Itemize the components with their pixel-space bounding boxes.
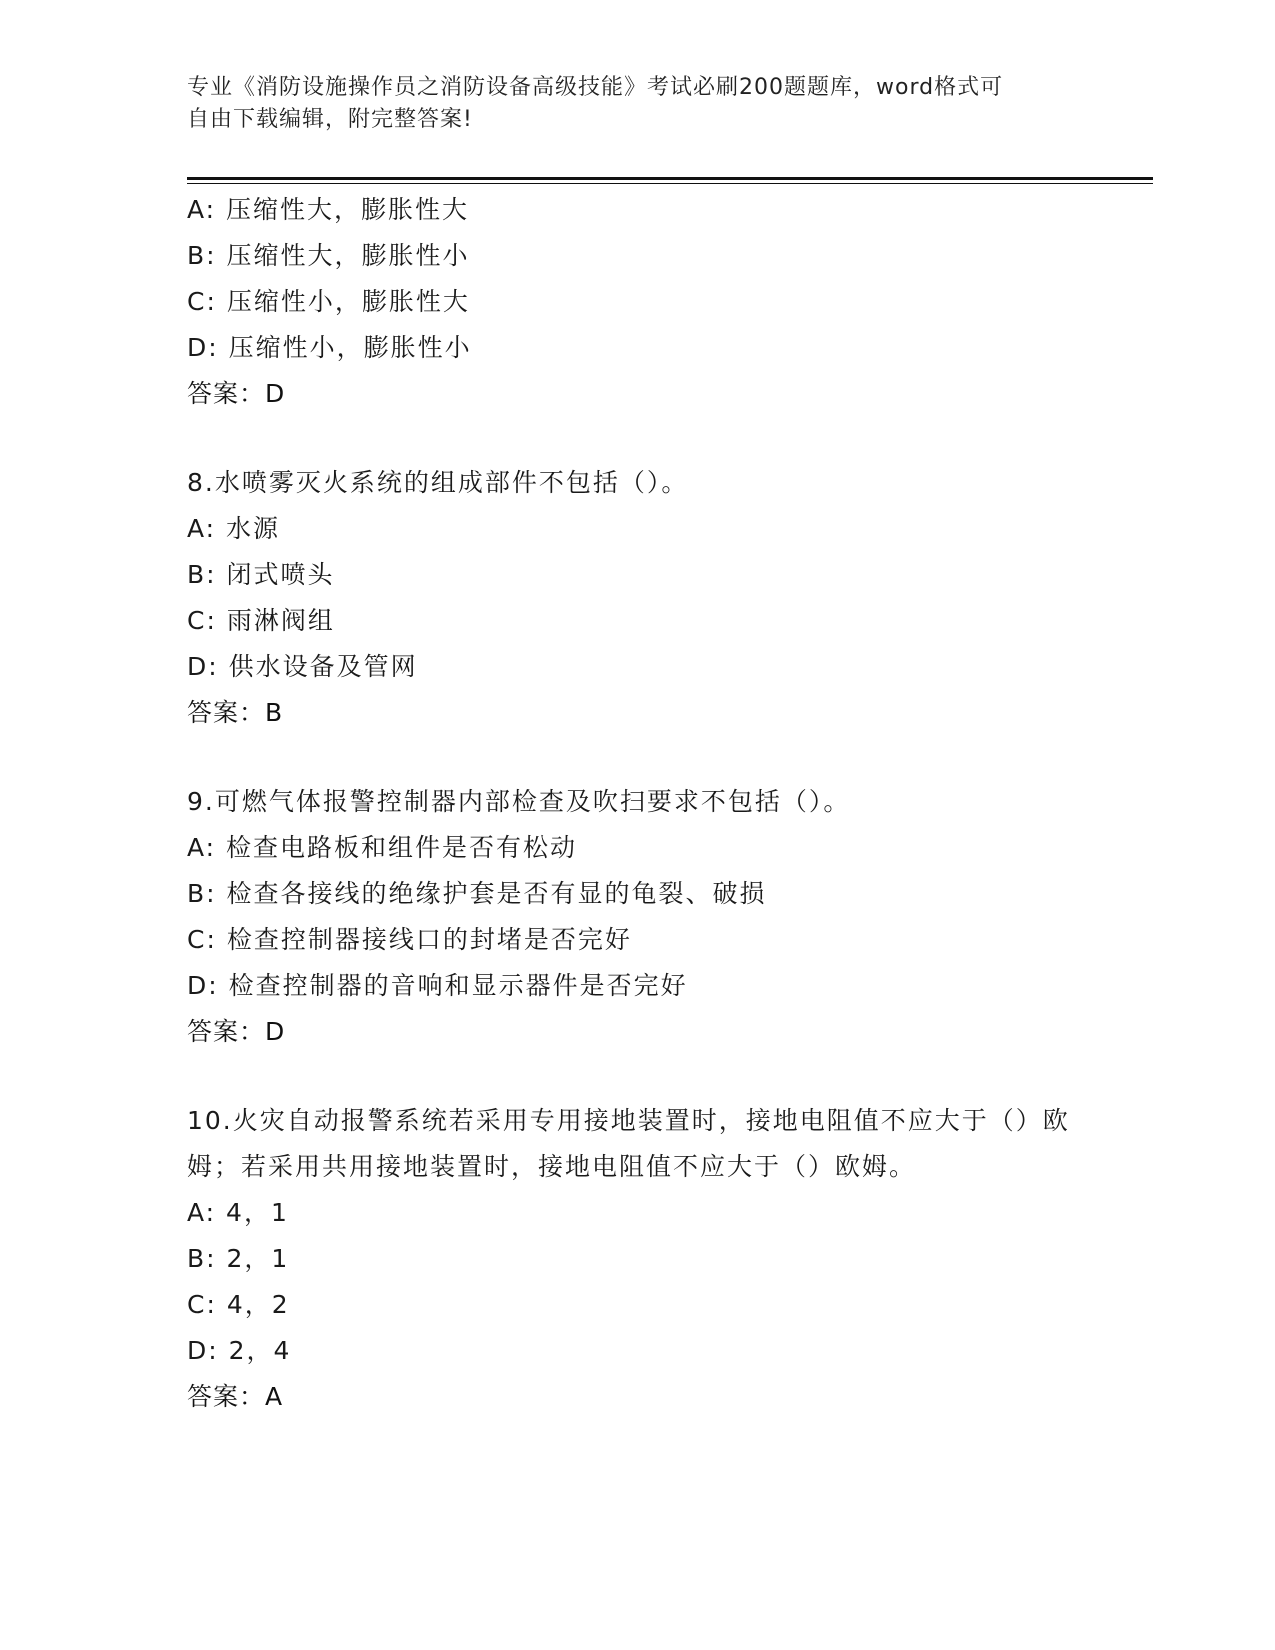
question-block-7 <box>187 187 1107 417</box>
option-b: B: 压缩性大，膨胀性小 <box>187 241 470 270</box>
answer-line: 答案：B <box>187 698 284 727</box>
option-d: D: 供水设备及管网 <box>187 652 418 681</box>
option-b: B: 2，1 <box>187 1244 290 1273</box>
answer-line: 答案：A <box>187 1382 284 1411</box>
option-b: B: 闭式喷头 <box>187 560 335 589</box>
question-block-9 <box>187 779 1107 1055</box>
option-a: A: 检查电路板和组件是否有松动 <box>187 833 578 862</box>
question-list <box>187 187 1107 1420</box>
option-c: C: 检查控制器接线口的封堵是否完好 <box>187 925 632 954</box>
option-b: B: 检查各接线的绝缘护套是否有显的龟裂、破损 <box>187 879 767 908</box>
header-title-line-1: 专业《消防设施操作员之消防设备高级技能》考试必刷200题题库，word格式可 <box>187 75 1004 100</box>
document-header <box>187 72 1067 136</box>
question-block-10 <box>187 1098 1107 1420</box>
option-d: D: 压缩性小，膨胀性小 <box>187 333 472 362</box>
question-stem: 9.可燃气体报警控制器内部检查及吹扫要求不包括（）。 <box>187 787 851 816</box>
option-a: A: 水源 <box>187 514 281 543</box>
answer-line: 答案：D <box>187 379 286 408</box>
header-divider-thick <box>187 177 1153 180</box>
option-c: C: 压缩性小，膨胀性大 <box>187 287 470 316</box>
option-a: A: 4，1 <box>187 1198 289 1227</box>
header-divider-thin <box>187 183 1153 184</box>
option-d: D: 2，4 <box>187 1336 292 1365</box>
option-d: D: 检查控制器的音响和显示器件是否完好 <box>187 971 688 1000</box>
option-c: C: 4，2 <box>187 1290 290 1319</box>
question-block-8 <box>187 460 1107 736</box>
option-a: A: 压缩性大，膨胀性大 <box>187 195 470 224</box>
question-stem: 10.火灾自动报警系统若采用专用接地装置时，接地电阻值不应大于（）欧姆；若采用共用接地装置时，接地电阻值不应大于（）欧姆。 <box>187 1106 1070 1181</box>
option-c: C: 雨淋阀组 <box>187 606 335 635</box>
question-stem: 8.水喷雾灭火系统的组成部件不包括（）。 <box>187 468 689 497</box>
header-title-line-2: 自由下载编辑，附完整答案! <box>187 107 473 132</box>
answer-line: 答案：D <box>187 1017 286 1046</box>
